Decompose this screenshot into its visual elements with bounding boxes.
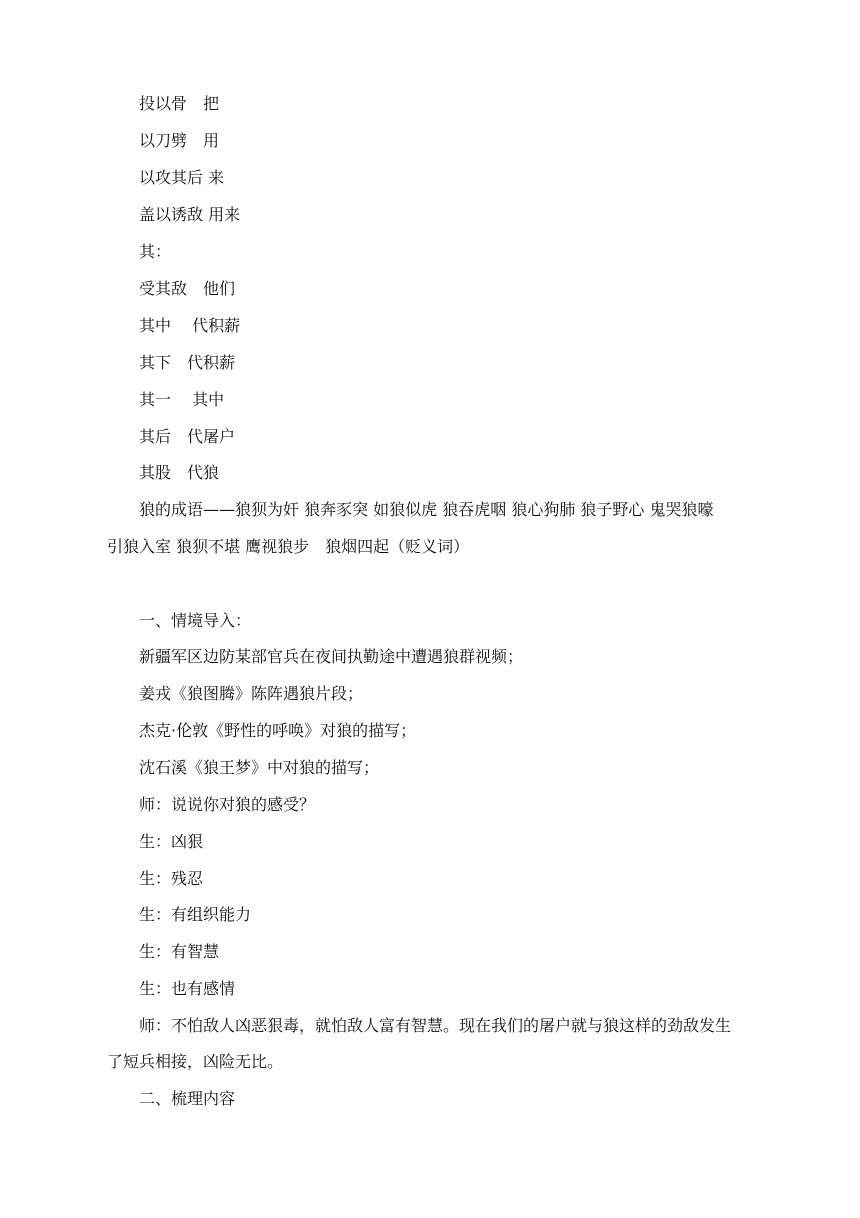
text-line: 其下 代积薪 [139,353,236,372]
text-line: 投以骨 把 [139,94,220,113]
text-line: 姜戎《狼图腾》陈阵遇狼片段； [139,684,364,703]
text-line: 其一 其中 [139,390,225,409]
text-line: 师：不怕敌人凶恶狠毒，就怕敌人富有智慧。现在我们的屠户就与狼这样的劲敌发生 [139,1016,732,1035]
text-line: 生：残忍 [139,869,204,888]
text-line: 新疆军区边防某部官兵在夜间执勤途中遭遇狼群视频； [139,647,524,666]
text-line: 生：有组织能力 [139,905,252,924]
text-line: 了短兵相接，凶险无比。 [107,1052,284,1071]
text-line: 以攻其后 来 [139,168,225,187]
text-line: 杰克·伦敦《野性的呼唤》对狼的描写； [139,721,417,740]
text-line: 其： [139,242,172,261]
text-line: 沈石溪《狼王梦》中对狼的描写； [139,758,380,777]
text-line: 其后 代屠户 [139,427,236,446]
section-heading: 一、情境导入： [139,611,252,630]
text-line: 其中 代积薪 [139,316,241,335]
text-line: 引狼入室 狼狈不堪 鹰视狼步 狼烟四起（贬义词） [107,537,470,556]
text-line: 受其敌 他们 [139,279,236,298]
text-line: 生：有智慧 [139,942,220,961]
text-line: 狼的成语——狼狈为奸 狼奔豕突 如狼似虎 狼吞虎咽 狼心狗肺 狼子野心 鬼哭狼嚎 [139,500,714,519]
section-heading: 二、梳理内容 [139,1089,236,1108]
text-line: 其股 代狼 [139,463,220,482]
text-line: 师：说说你对狼的感受？ [139,795,316,814]
text-line: 生：凶狠 [139,832,204,851]
text-line: 以刀劈 用 [139,131,220,150]
text-line: 生：也有感情 [139,979,236,998]
text-line: 盖以诱敌 用来 [139,205,241,224]
